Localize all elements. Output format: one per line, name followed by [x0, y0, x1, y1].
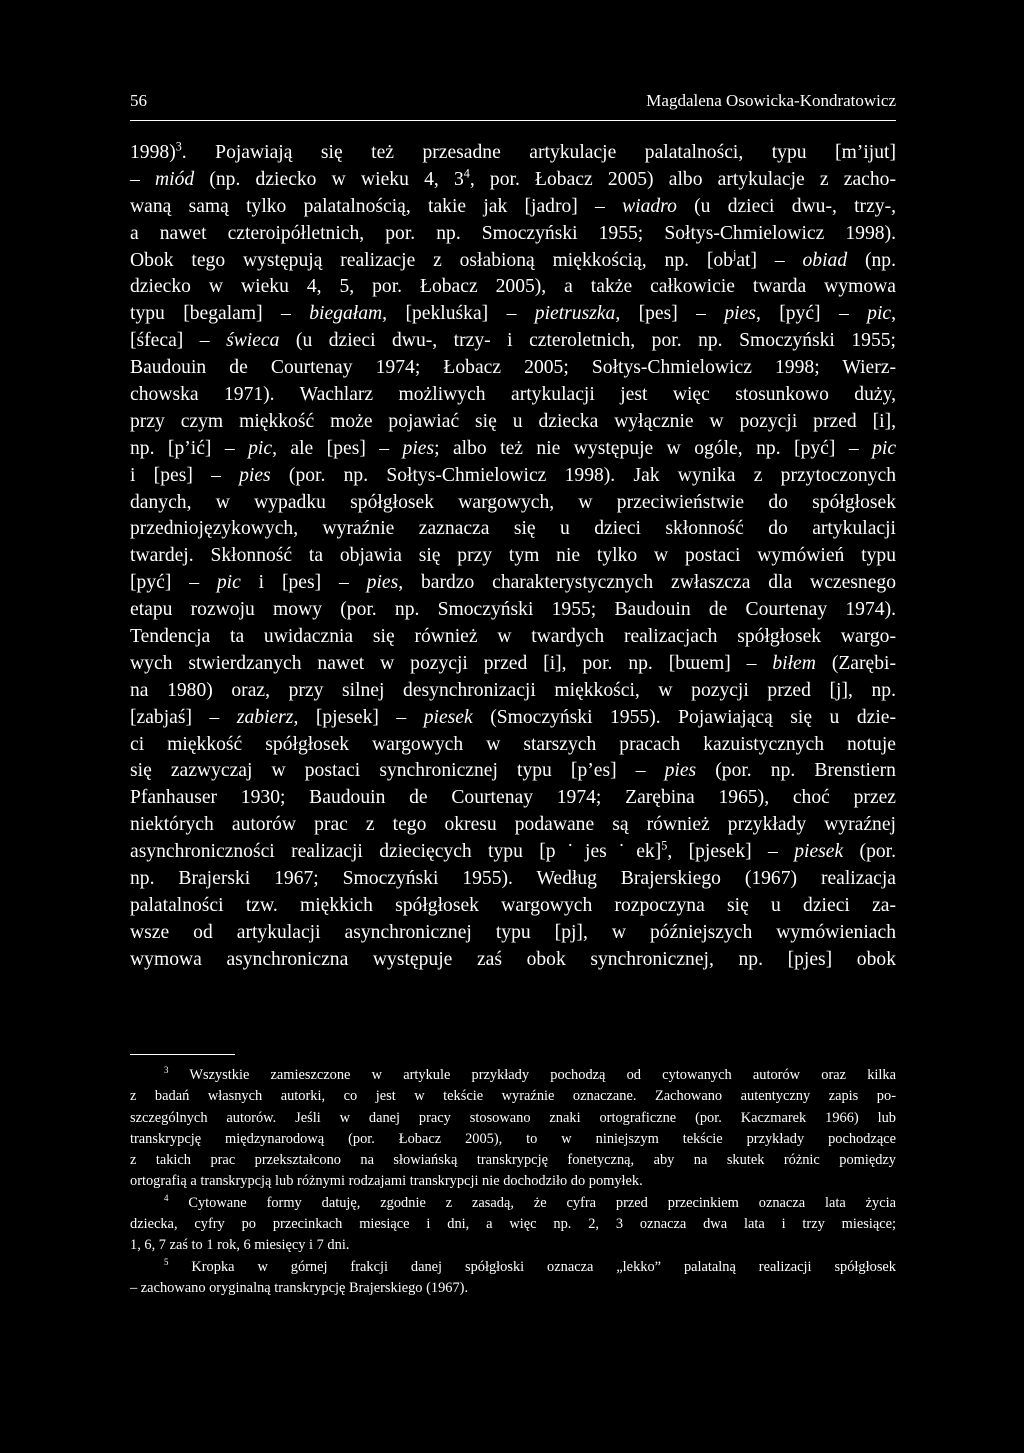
text-run: Pfanhauser 1930; Baudouin de Courtenay 1974; Zarębina 1965), choć przez: [130, 787, 896, 809]
text-run: (np.: [847, 249, 896, 271]
text-run: 1, 6, 7 zaś to 1 rok, 6 miesięcy i 7 dni.: [130, 1237, 350, 1254]
italic-example: pic: [216, 572, 241, 594]
superscript: j: [732, 247, 737, 262]
page-number: 56: [130, 91, 147, 110]
italic-example: piesek: [794, 841, 844, 863]
italic-example: pic: [248, 437, 273, 459]
italic-example: pies: [402, 437, 435, 459]
text-run: przedniojęzykowych, wyraźnie zaznacza się u dzieci skłonność do artykulacji: [130, 518, 896, 540]
superscript: 3: [164, 1065, 169, 1076]
body-line: [130, 758, 896, 785]
text-run: a nawet czteroipółletnich, por. np. Smoczyński 1955; Sołtys-Chmielowicz 1998).: [130, 222, 896, 244]
body-line: [130, 812, 896, 839]
footnote-line: [130, 1278, 896, 1299]
text-run: at] –: [736, 249, 803, 271]
text-run: 1998): [130, 142, 176, 163]
superscript: 4: [164, 1192, 169, 1203]
text-run: (np. dziecko w wieku 4, 3: [194, 168, 464, 190]
footnote-line: [130, 1214, 896, 1235]
body-line: [130, 705, 896, 732]
italic-example: pies: [239, 464, 271, 486]
text-run: (u dzieci dwu-, trzy- i czteroletnich, por. np. Smoczyński 1955;: [279, 330, 896, 352]
text-run: z takich prac przekształcono na słowiańską transkrypcję fonetyczną, aby na skutek różnic pomiędzy: [130, 1152, 896, 1169]
text-run: [zabjaś] –: [130, 706, 237, 728]
body-line: [130, 893, 896, 920]
italic-example: pietruszka: [534, 303, 616, 325]
body-line: [130, 490, 896, 517]
footnote-line: [130, 1150, 896, 1171]
text-run: (por. np. Sołtys-Chmielowicz 1998). Jak wynika z przytoczonych: [270, 464, 896, 486]
text-run: (u dzieci dwu-, trzy-,: [676, 195, 896, 217]
text-run: (Smoczyński 1955). Pojawiającą się u dzie-: [472, 706, 896, 728]
text-run: przy czym miękkość może pojawiać się u dziecka wyłącznie w pozycji przed [i],: [130, 410, 896, 432]
body-line: [130, 516, 896, 543]
text-run: i [pes] –: [130, 464, 240, 486]
text-run: , por. Łobacz 2005) albo artykulacje z zacho-: [469, 168, 896, 190]
italic-example: miód: [154, 168, 195, 190]
body-line: [130, 732, 896, 759]
text-run: – zachowano oryginalną transkrypcję Brajerskiego (1967).: [130, 1279, 469, 1296]
footnote-line: [130, 1171, 896, 1192]
text-run: , [pjesek] –: [293, 706, 424, 728]
italic-example: pies: [724, 303, 756, 325]
body-line: [130, 839, 896, 866]
body-line: [130, 221, 896, 248]
italic-example: pies: [664, 760, 697, 782]
text-run: np. [p’ić] –: [130, 437, 249, 459]
text-run: dziecko w wieku 4, 5, por. Łobacz 2005), a także całkowicie twarda wymowa: [130, 276, 896, 298]
text-run: ,: [891, 303, 897, 325]
running-title: Magdalena Osowicka-Kondratowicz: [646, 91, 896, 110]
text-run: (Zarębi-: [815, 652, 896, 674]
text-run: szczególnych autorów. Jeśli w danej pracy stosowano znaki ortograficzne (por. Kaczmarek 1966) lub: [130, 1109, 896, 1126]
text-run: , [pes] –: [615, 303, 725, 325]
text-run: asynchroniczności realizacji dziecięcych typu [p˙jes˙ek]: [130, 841, 662, 863]
footnote-line: [130, 1257, 896, 1278]
footnotes: [130, 1065, 896, 1299]
body-line: [130, 947, 896, 974]
text-run: na 1980) oraz, przy silnej desynchronizacji miękkości, w pozycji przed [j], np.: [130, 679, 896, 701]
text-run: transkrypcję międzynarodową (por. Łobacz 2005), to w niniejszym tekście przykłady pochodzące: [130, 1130, 896, 1147]
text-run: waną samą tylko palatalnością, takie jak [jadro] –: [130, 195, 623, 217]
body-line: [130, 167, 896, 194]
body-line: [130, 624, 896, 651]
text-run: , [pyć] –: [755, 303, 868, 325]
body-line: [130, 140, 896, 167]
text-run: palatalności tzw. miękkich spółgłosek wargowych rozpoczyna się u dzieci za-: [130, 894, 896, 916]
text-run: , [pekluśka] –: [382, 303, 535, 325]
text-run: typu [begalam] –: [130, 303, 310, 325]
text-run: ci miękkość spółgłosek wargowych w starszych pracach kazuistycznych notuje: [130, 733, 896, 755]
text-run: wsze od artykulacji asynchronicznej typu [pj], w późniejszych wymówieniach: [130, 921, 896, 943]
text-run: , ale [pes] –: [272, 437, 403, 459]
text-run: Obok tego występują realizacje z osłabioną miękkością, np. [ob: [130, 249, 733, 271]
text-run: wych stwierdzanych nawet w pozycji przed [i], por. np. [bɯem] –: [130, 652, 773, 674]
text-run: twardej. Skłonność ta objawia się przy tym nie tylko w postaci wymówień typu: [130, 545, 896, 567]
body-line: [130, 678, 896, 705]
italic-example: obiad: [802, 249, 848, 271]
text-run: niektórych autorów prac z tego okresu podawane są również przykłady wyraźnej: [130, 814, 896, 836]
body-text: [130, 140, 896, 974]
text-run: ; albo też nie występuje w ogóle, np. [pyć] –: [434, 437, 873, 459]
body-line: [130, 409, 896, 436]
body-line: [130, 597, 896, 624]
text-run: chowska 1971). Wachlarz możliwych artykulacji jest więc stosunkowo duży,: [130, 384, 896, 406]
superscript: 5: [164, 1256, 169, 1267]
text-run: Wszystkie zamieszczone w artykule przykłady pochodzą od cytowanych autorów oraz kilka: [168, 1067, 896, 1083]
footnote-line: [130, 1108, 896, 1129]
italic-example: świeca: [226, 330, 280, 352]
text-run: i [pes] –: [240, 572, 367, 594]
body-line: [130, 328, 896, 355]
superscript: 4: [463, 166, 470, 181]
body-line: [130, 920, 896, 947]
text-run: się zazwyczaj w postaci synchronicznej typu [p’es] –: [130, 760, 665, 782]
footnote-rule: [130, 1054, 235, 1055]
text-run: dziecka, cyfry po przecinkach miesiące i dni, a więc np. 2, 3 oznacza dwa lata i trzy miesiące;: [130, 1216, 896, 1233]
text-run: wymowa asynchroniczna występuje zaś obok synchronicznej, np. [pjes] obok: [130, 948, 896, 970]
text-run: Cytowane formy datuję, zgodnie z zasadą, że cyfra przed przecinkiem oznacza lata życia: [168, 1194, 896, 1211]
body-line: [130, 543, 896, 570]
body-line: [130, 194, 896, 221]
text-run: (por. np. Brenstiern: [696, 760, 896, 782]
body-line: [130, 866, 896, 893]
footnote-line: [130, 1065, 896, 1086]
text-run: danych, w wypadku spółgłosek wargowych, w przeciwieństwie do spółgłosek: [130, 491, 896, 513]
text-run: etapu rozwoju mowy (por. np. Smoczyński 1955; Baudouin de Courtenay 1974).: [130, 599, 896, 621]
italic-example: biegałam: [309, 303, 383, 325]
text-run: [pyć] –: [130, 572, 217, 594]
text-run: [śfeca] –: [130, 330, 227, 352]
italic-example: zabierz: [236, 706, 294, 728]
footnote-line: [130, 1193, 896, 1214]
body-line: [130, 382, 896, 409]
italic-example: wiadro: [622, 195, 677, 217]
superscript: 3: [175, 139, 182, 154]
text-run: Baudouin de Courtenay 1974; Łobacz 2005; Sołtys-Chmielowicz 1998; Wierz-: [130, 357, 896, 379]
text-run: z badań własnych autorki, co jest w tekście wyraźnie oznaczane. Zachowano autentyczny zapis po-: [130, 1088, 896, 1105]
body-line: [130, 785, 896, 812]
footnote-line: [130, 1235, 896, 1256]
italic-example: piesek: [423, 706, 473, 728]
body-line: [130, 355, 896, 382]
body-line: [130, 274, 896, 301]
text-run: , [pjesek] –: [667, 841, 795, 863]
body-line: [130, 463, 896, 490]
italic-example: pies: [366, 572, 399, 594]
footnote-line: [130, 1086, 896, 1107]
body-line: [130, 436, 896, 463]
text-run: np. Brajerski 1967; Smoczyński 1955). Według Brajerskiego (1967) realizacja: [130, 868, 896, 890]
body-line: [130, 248, 896, 275]
text-run: ortografią a transkrypcją lub różnymi rodzajami transkrypcji nie dochodziło do pomyłek.: [130, 1173, 643, 1190]
text-run: Tendencja ta uwidacznia się również w twardych realizacjach spółgłosek wargo-: [130, 626, 896, 648]
body-line: [130, 651, 896, 678]
superscript: 5: [661, 838, 668, 853]
italic-example: biłem: [772, 652, 816, 674]
italic-example: pic: [867, 303, 892, 325]
text-run: . Pojawiają się też przesadne artykulacje palatalności, typu [m’ijut]: [181, 142, 896, 163]
text-run: –: [130, 168, 155, 190]
italic-example: pic: [872, 437, 897, 459]
header-rule: [130, 120, 896, 121]
text-run: (por.: [843, 841, 897, 863]
body-line: [130, 570, 896, 597]
footnote-line: [130, 1129, 896, 1150]
text-run: , bardzo charakterystycznych zwłaszcza dla wczesnego: [398, 572, 896, 594]
body-line: [130, 301, 896, 328]
text-run: Kropka w górnej frakcji danej spółgłoski oznacza „lekko” palatalną realizacji spółgłosek: [168, 1258, 896, 1275]
